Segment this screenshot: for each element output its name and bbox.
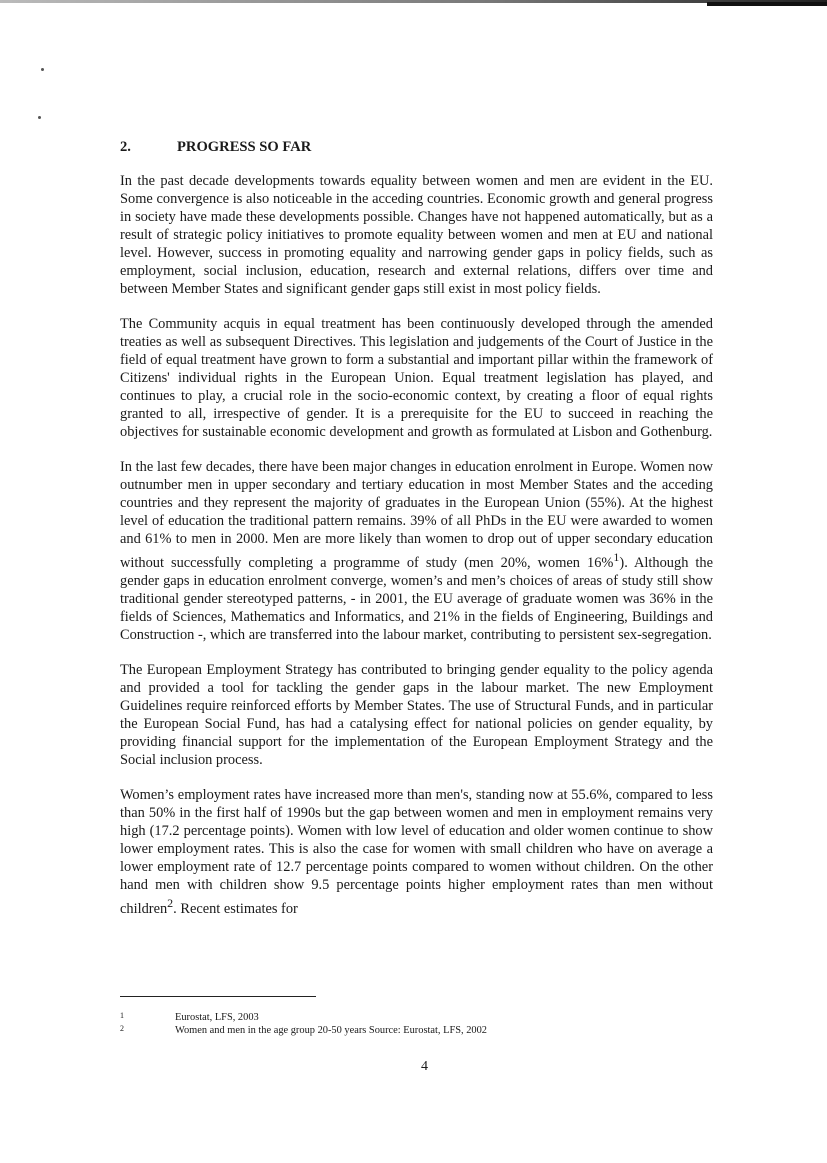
footnote-ref: 2 — [167, 895, 174, 910]
paragraph-4 — [120, 661, 713, 769]
scan-edge-top-right — [707, 2, 827, 6]
footnote-mark: 1 — [120, 1011, 124, 1020]
paragraph-3 — [120, 458, 713, 644]
section-number: 2. — [120, 139, 131, 155]
footnote-1 — [120, 1011, 720, 1024]
paragraph-text: Women’s employment rates have increased more than men's, standing now at 55.6%, compared to less than 50% in the first half of 1990s but the gap between women and men in employment remains very high (17.2 percentage points). Women with low level of education and older women continue to show lower employment rates. This is also the case for women with small children who have on average a lower employment rate of 12.7 percentage points compared to women without children. On the other hand men with children show 9.5 percentage points higher employment rates than men without children — [120, 786, 713, 917]
footnote-ref: 1 — [613, 550, 620, 564]
footnote-text: Women and men in the age group 20-50 years Source: Eurostat, LFS, 2002 — [175, 1025, 487, 1036]
paragraph-text: . Recent estimates for — [173, 900, 298, 917]
paragraph-5 — [120, 786, 713, 918]
page-number-text: 4 — [421, 1059, 428, 1074]
paragraph-text: The European Employment Strategy has contributed to bringing gender equality to the policy agenda and provided a tool for tackling the gender gaps in the labour market. The new Employment Guidelines require reinforced efforts by Member States. The use of Structural Funds, and in particular the European Social Fund, has had a catalysing effect for national policies on gender equality, by providing financial support for the implementation of the European Employment Strategy and the Social inclusion process. — [120, 661, 713, 768]
body-text — [120, 172, 713, 935]
scan-speck — [38, 116, 41, 119]
paragraph-1 — [120, 172, 713, 298]
scan-speck — [41, 68, 44, 71]
footnote-mark: 2 — [120, 1024, 124, 1033]
scan-edge-top — [0, 0, 827, 3]
paragraph-text: In the past decade developments towards equality between women and men are evident in the EU. Some convergence is also noticeable in the acceding countries. Economic growth and general progress in society have made these developments possible. Changes have not happened automatically, but as a result of strategic policy initiatives to promote equality between women and men at EU and national level. However, success in promoting equality and narrowing gender gaps in policy fields, such as employment, social inclusion, education, research and external relations, differs over time and between Member States and significant gender gaps still exist in most policy fields. — [120, 173, 713, 297]
footnote-2 — [120, 1024, 720, 1037]
footnote-text: Eurostat, LFS, 2003 — [175, 1012, 259, 1023]
paragraph-text: ). Although the gender gaps in education enrolment converge, women’s and men’s choices of areas of study still show traditional gender stereotyped patterns, - in 2001, the EU average of graduate women was 36% in the fields of Sciences, Mathematics and Informatics, and 21% in the fields of Engineering, Buildings and Construction -, which are transferred into the labour market, contributing to persistent sex-segregation. — [120, 554, 713, 643]
footnotes — [120, 1011, 720, 1037]
paragraph-2 — [120, 315, 713, 441]
section-heading — [120, 139, 311, 156]
paragraph-text: In the last few decades, there have been major changes in education enrolment in Europe. Women now outnumber men in upper secondary and tertiary education in most Member States and the acceding countries and they represent the majority of graduates in the European Union (55%). At the highest level of education the traditional pattern remains. 39% of all PhDs in the EU were awarded to women and 61% to men in 2000. Men are more likely than women to drop out of upper secondary education without successfully completing a programme of study (men 20%, women 16% — [120, 459, 713, 571]
section-title: PROGRESS SO FAR — [177, 139, 312, 155]
page-number — [0, 1059, 827, 1075]
footnote-divider — [120, 996, 316, 997]
paragraph-text: The Community acquis in equal treatment has been continuously developed through the amended treaties as well as subsequent Directives. This legislation and judgements of the Court of Justice in the field of equal treatment have grown to form a substantial and important pillar within the framework of Citizens' individual rights in the European Union. Equal treatment legislation has played, and continues to play, a crucial role in the socio-economic context, by creating a floor of equal rights granted to all, irrespective of gender. It is a prerequisite for the EU to succeed in reaching the objectives for sustainable economic development and growth as formulated at Lisbon and Gothenburg. — [120, 316, 713, 440]
